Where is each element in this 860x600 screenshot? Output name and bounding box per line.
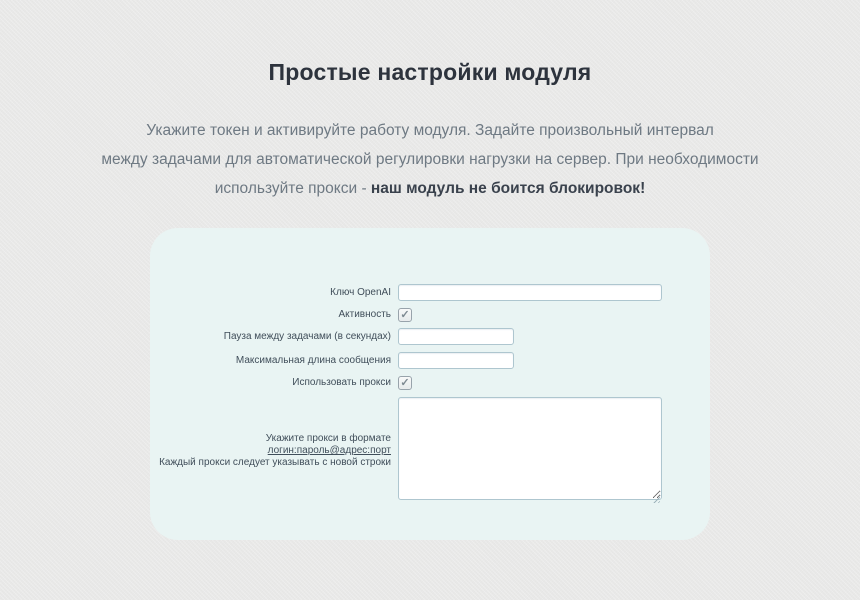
intro-line-1: Укажите токен и активируйте работу модуля. Задайте произвольный интервал (146, 122, 714, 139)
page-title: Простые настройки модуля (268, 59, 592, 85)
proxy-list-textarea[interactable] (398, 397, 662, 500)
intro-line-2: между задачами для автоматической регулировки нагрузки на сервер. При необходимости (101, 151, 759, 168)
proxy-textarea-wrap (398, 397, 662, 505)
pause-input[interactable] (398, 328, 514, 345)
proxy-hint-line2: Каждый прокси следует указывать с новой строки (159, 457, 391, 468)
use-proxy-checkbox[interactable]: ✓ (398, 376, 412, 390)
max-length-label: Максимальная длина сообщения (235, 354, 391, 366)
proxy-hint (150, 433, 398, 469)
use-proxy-label: Использовать прокси (292, 377, 391, 388)
intro-line-3 (0, 174, 860, 203)
activity-label: Активность (338, 309, 391, 320)
activity-checkbox[interactable]: ✓ (398, 308, 412, 322)
settings-card (150, 228, 710, 540)
pause-label: Пауза между задачами (в секундах) (223, 330, 391, 342)
intro-line-3-regular: используйте прокси - (214, 180, 371, 197)
form-row-activity (150, 308, 662, 322)
form-row-max-length (150, 352, 662, 369)
proxy-hint-prefix: Укажите прокси в формате (265, 433, 391, 444)
form-row-use-proxy (150, 376, 662, 390)
intro-text (0, 116, 860, 203)
form-row-pause (150, 328, 662, 345)
openai-key-input[interactable] (398, 284, 662, 301)
openai-key-label: Ключ OpenAI (330, 286, 391, 298)
intro-line-3-bold: наш модуль не боится блокировок! (370, 180, 646, 197)
form-row-openai-key (150, 284, 662, 301)
form-row-proxy-list (150, 397, 662, 505)
proxy-format-link[interactable]: логин:пароль@адрес:порт (267, 445, 391, 456)
max-length-input[interactable] (398, 352, 514, 369)
